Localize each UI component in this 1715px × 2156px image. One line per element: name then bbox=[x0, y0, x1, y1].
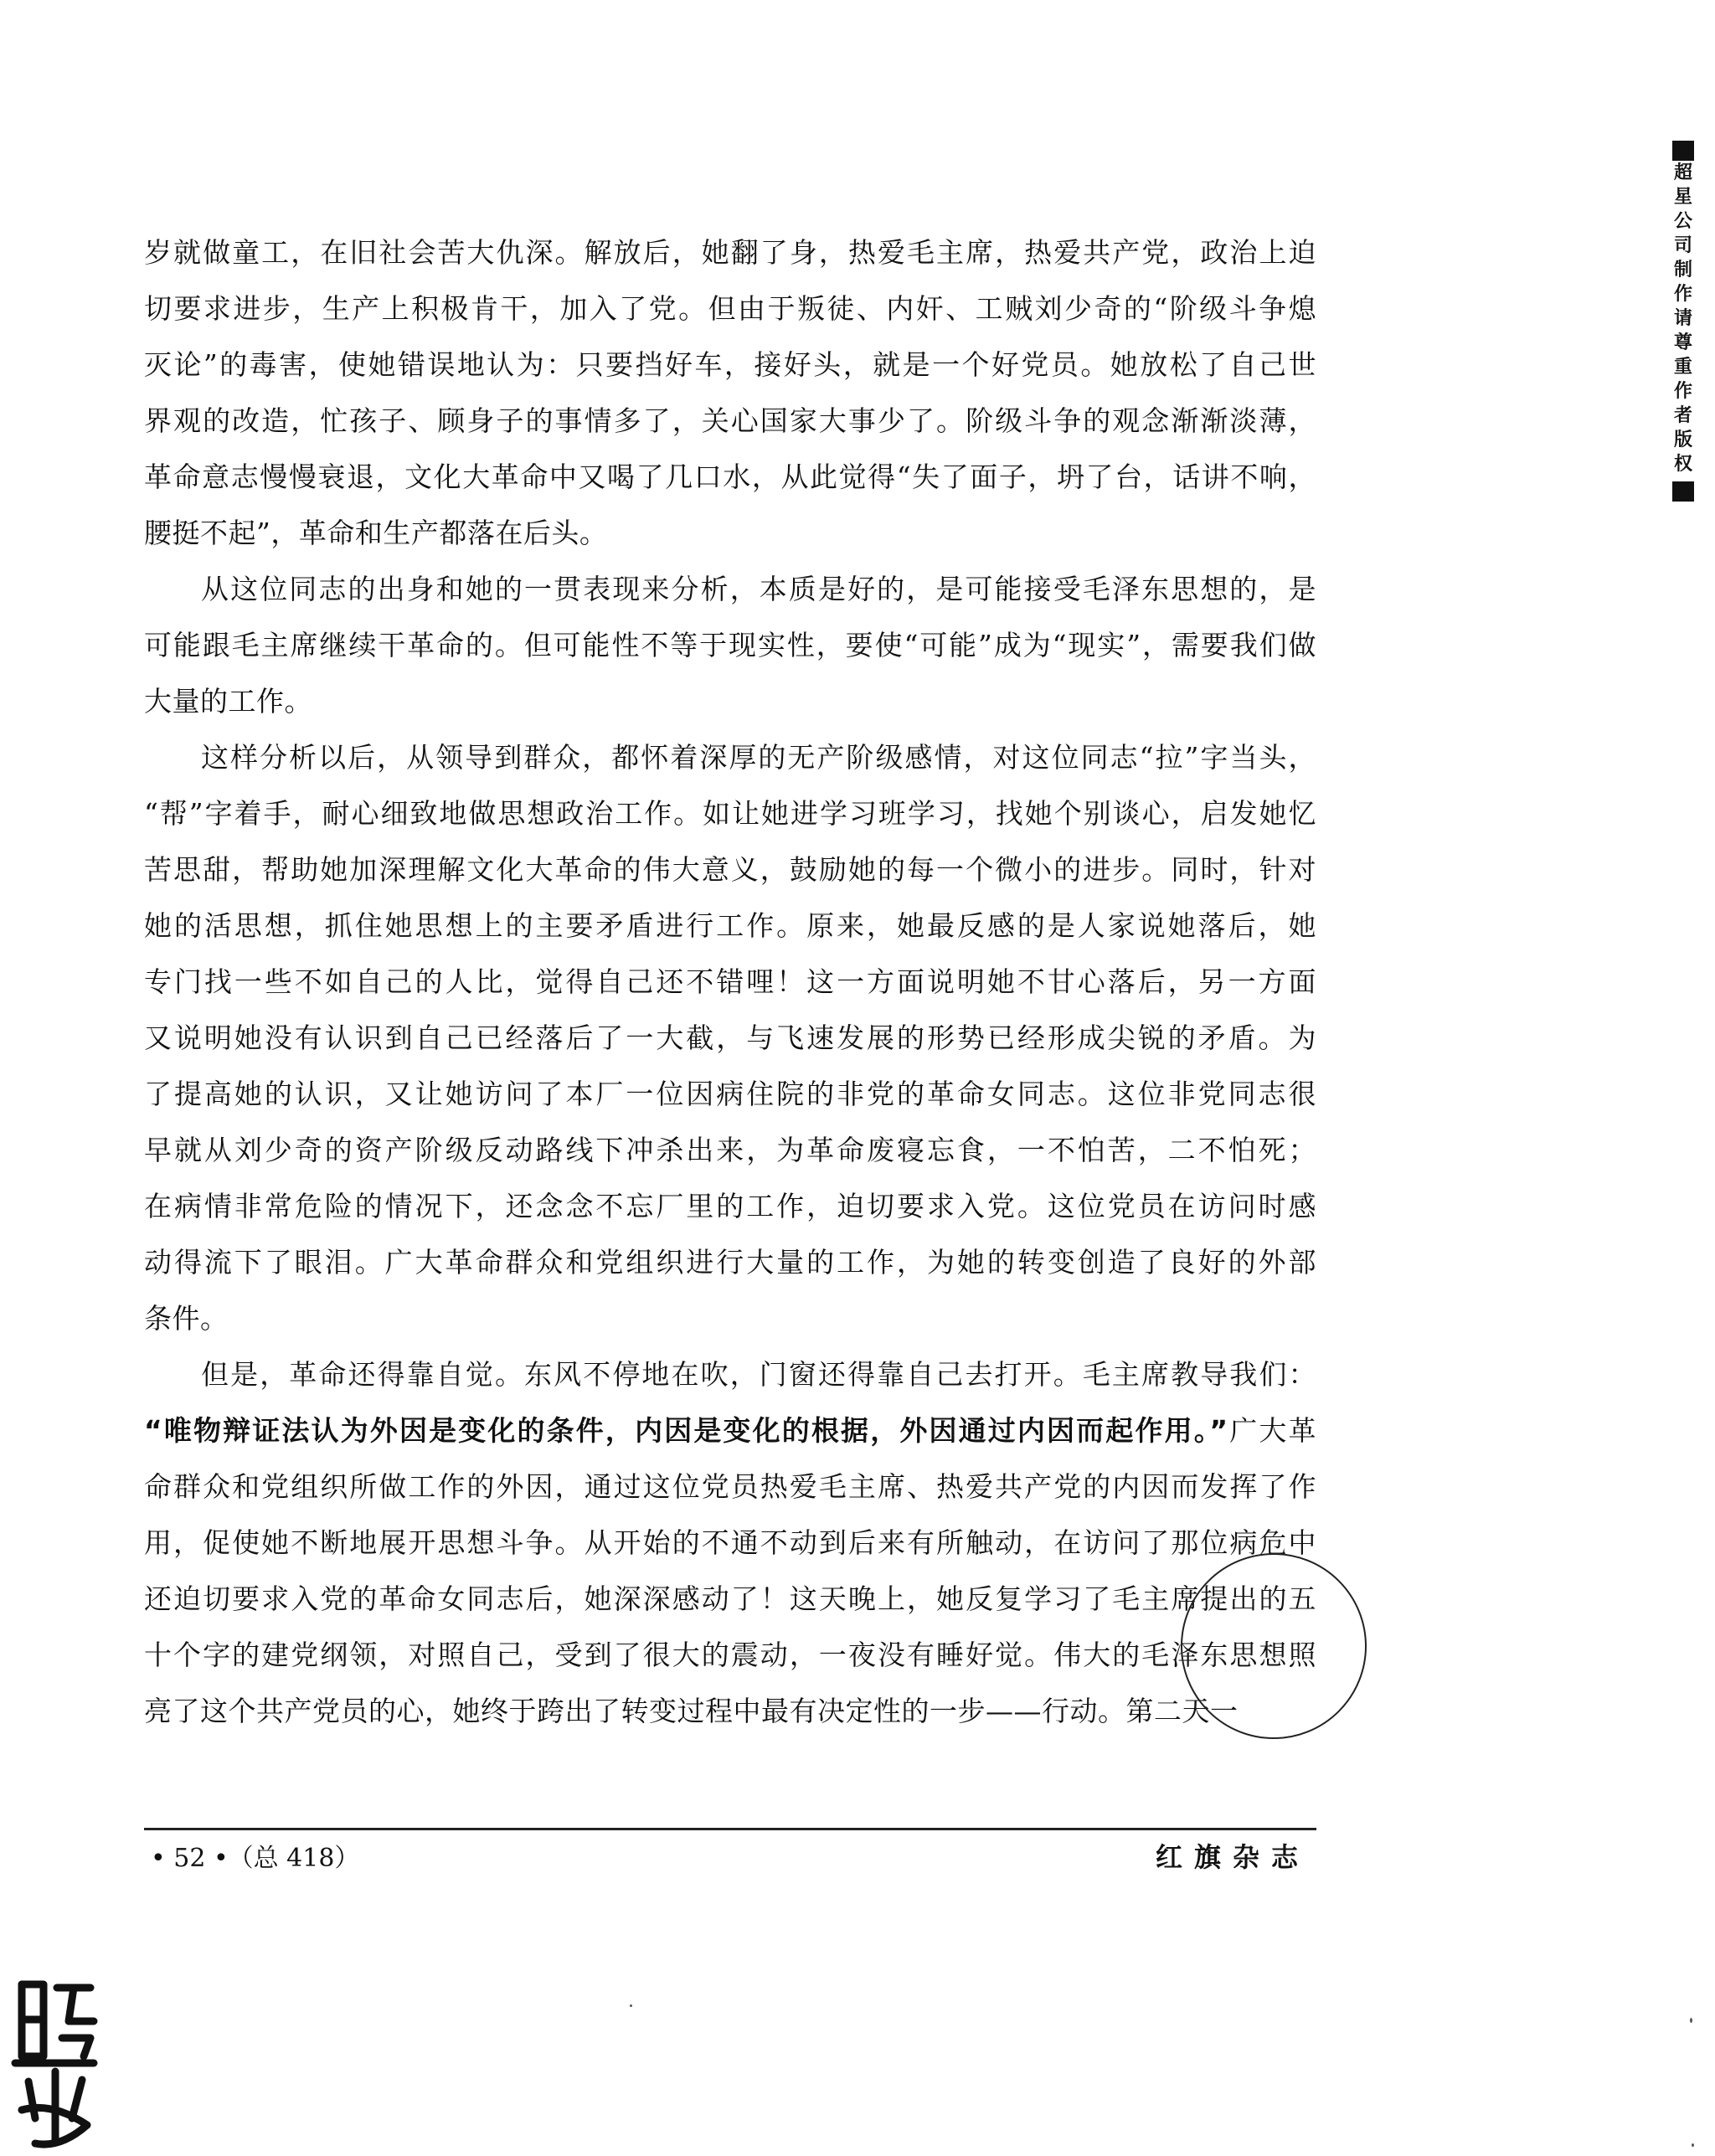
paragraph bbox=[144, 224, 1316, 561]
hand-drawn-circle-mark bbox=[1181, 1553, 1367, 1739]
quotation-continuation: 广大革 bbox=[1228, 1414, 1316, 1447]
seal-stamp-icon bbox=[10, 1976, 100, 2152]
side-note-bar-top bbox=[1672, 141, 1694, 161]
text-line: 岁就做童工，在旧社会苦大仇深。解放后，她翻了身，热爱毛主席，热爱共产党，政治上迫 bbox=[144, 236, 1316, 269]
journal-name: 红旗杂志 bbox=[1156, 1841, 1311, 1873]
side-note-char: 星 bbox=[1673, 187, 1692, 208]
scan-speck bbox=[1692, 2143, 1694, 2147]
text-line: 切要求进步，生产上积极肯干，加入了党。但由于叛徒、内奸、工贼刘少奇的“阶级斗争熄 bbox=[144, 292, 1316, 325]
side-note-bar-bottom bbox=[1672, 481, 1694, 502]
text-line: 用，促使她不断地展开思想斗争。从开始的不通不动到后来有所触动，在访问了那位病危中 bbox=[144, 1526, 1316, 1559]
copyright-side-note bbox=[1671, 141, 1704, 502]
text-line: 这样分析以后，从领导到群众，都怀着深厚的无产阶级感情，对这位同志“拉”字当头， bbox=[201, 741, 1316, 774]
paragraph bbox=[144, 561, 1316, 729]
side-note-char: 权 bbox=[1673, 454, 1692, 475]
scan-speck bbox=[630, 2004, 632, 2007]
text-line: 命群众和党组织所做工作的外因，通过这位党员热爱毛主席、热爱共产党的内因而发挥了作 bbox=[144, 1470, 1316, 1503]
text-line: 早就从刘少奇的资产阶级反动路线下冲杀出来，为革命废寝忘食，一不怕苦，二不怕死； bbox=[144, 1134, 1316, 1166]
side-note-char: 作 bbox=[1673, 284, 1692, 305]
side-note-char: 制 bbox=[1673, 260, 1692, 280]
article-body bbox=[144, 224, 1316, 1739]
text-line: 又说明她没有认识到自己已经落后了一大截，与飞速发展的形势已经形成尖锐的矛盾。为 bbox=[144, 1021, 1316, 1054]
text-line: 十个字的建党纲领，对照自己，受到了很大的震动，一夜没有睡好觉。伟大的毛泽东思想照 bbox=[144, 1639, 1316, 1671]
text-line: 在病情非常危险的情况下，还念念不忘厂里的工作，迫切要求入党。这位党员在访问时感 bbox=[144, 1190, 1316, 1222]
text-line: 可能跟毛主席继续干革命的。但可能性不等于现实性，要使“可能”成为“现实”，需要我们做 bbox=[144, 629, 1316, 661]
text-line bbox=[144, 1402, 1316, 1459]
side-note-char: 司 bbox=[1673, 235, 1692, 256]
footer-rule bbox=[144, 1828, 1316, 1830]
paragraph bbox=[144, 729, 1316, 1346]
quotation-bold: “唯物辩证法认为外因是变化的条件，内因是变化的根据，外因通过内因而起作用。” bbox=[144, 1414, 1228, 1447]
side-note-char: 版 bbox=[1673, 430, 1692, 450]
side-note-char: 公 bbox=[1673, 211, 1692, 232]
text-line: 界观的改造，忙孩子、顾身子的事情多了，关心国家大事少了。阶级斗争的观念渐渐淡薄， bbox=[144, 404, 1316, 437]
text-line: 还迫切要求入党的革命女同志后，她深深感动了！这天晚上，她反复学习了毛主席提出的五 bbox=[144, 1582, 1316, 1615]
text-line: 专门找一些不如自己的人比，觉得自己还不错哩！这一方面说明她不甘心落后，另一方面 bbox=[144, 965, 1316, 998]
text-line: 从这位同志的出身和她的一贯表现来分析，本质是好的，是可能接受毛泽东思想的，是 bbox=[201, 573, 1316, 605]
page-number: • 52 •（总 418） bbox=[151, 1844, 360, 1873]
side-note-char: 请 bbox=[1673, 308, 1692, 329]
scan-speck bbox=[1690, 2018, 1692, 2023]
text-line: 动得流下了眼泪。广大革命群众和党组织进行大量的工作，为她的转变创造了良好的外部 bbox=[144, 1246, 1316, 1279]
text-line: 大量的工作。 bbox=[144, 685, 312, 718]
text-line: 她的活思想，抓住她思想上的主要矛盾进行工作。原来，她最反感的是人家说她落后，她 bbox=[144, 909, 1316, 942]
side-note-text bbox=[1671, 161, 1696, 476]
text-line: 了提高她的认识，又让她访问了本厂一位因病住院的非党的革命女同志。这位非党同志很 bbox=[144, 1078, 1316, 1110]
side-note-char: 尊 bbox=[1673, 332, 1692, 353]
text-line: 腰挺不起”，革命和生产都落在后头。 bbox=[144, 517, 608, 549]
side-note-char: 作 bbox=[1673, 381, 1692, 402]
side-note-char: 超 bbox=[1673, 162, 1692, 183]
side-note-char: 重 bbox=[1673, 357, 1692, 378]
text-line: 苦思甜，帮助她加深理解文化大革命的伟大意义，鼓励她的每一个微小的进步。同时，针对 bbox=[144, 853, 1316, 886]
text-line: 但是，革命还得靠自觉。东风不停地在吹，门窗还得靠自己去打开。毛主席教导我们： bbox=[201, 1358, 1316, 1391]
text-line: 灭论”的毒害，使她错误地认为：只要挡好车，接好头，就是一个好党员。她放松了自己世 bbox=[144, 348, 1316, 381]
text-line: “帮”字着手，耐心细致地做思想政治工作。如让她进学习班学习，找她个别谈心，启发她忆 bbox=[144, 797, 1316, 830]
paragraph bbox=[144, 1346, 1316, 1739]
text-line: 条件。 bbox=[144, 1302, 229, 1335]
text-line: 革命意志慢慢衰退，文化大革命中又喝了几口水，从此觉得“失了面子，坍了台，话讲不响， bbox=[144, 461, 1316, 493]
side-note-char: 者 bbox=[1673, 405, 1692, 426]
text-line: 亮了这个共产党员的心，她终于跨出了转变过程中最有决定性的一步——行动。第二天一 bbox=[144, 1695, 1239, 1727]
